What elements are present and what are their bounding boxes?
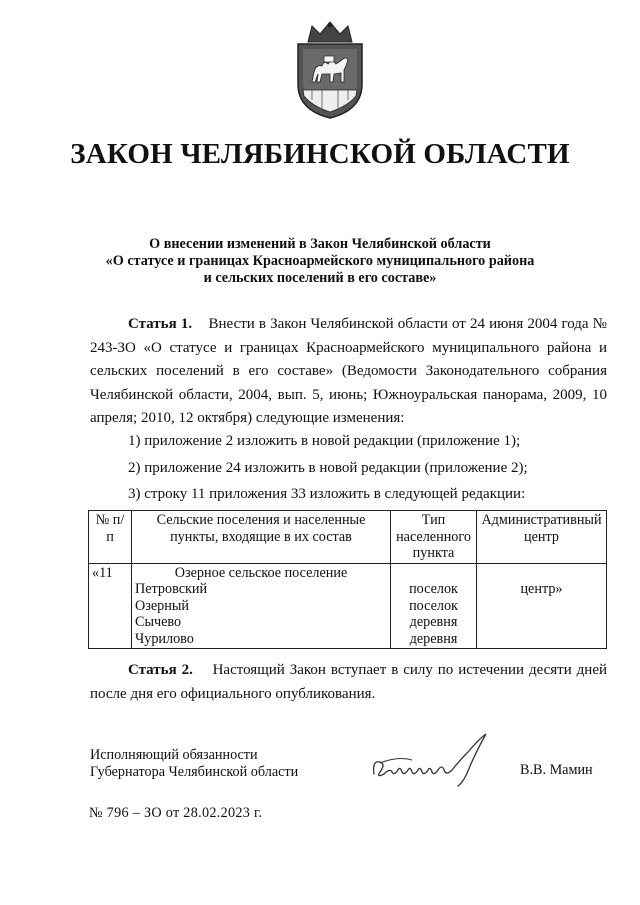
article-1-paragraph	[90, 313, 607, 431]
signer-name: В.В. Мамин	[520, 762, 593, 778]
handwritten-signature-icon	[368, 730, 498, 788]
row-number: «11	[89, 563, 132, 649]
locality-name: Петровский	[135, 581, 208, 597]
locality-name: Сычево	[135, 614, 182, 630]
article-2-text: Настоящий Закон вступает в силу по истечении десяти дней после дня его официального опубликования.	[90, 662, 608, 702]
coat-of-arms-icon	[286, 20, 374, 120]
locality-name: Озерный	[135, 597, 189, 614]
amendment-item: 2) приложение 24 изложить в новой редакции (приложение 2);	[128, 460, 528, 476]
row-admin-center	[477, 563, 607, 649]
article-1-label: Статья 1.	[128, 316, 193, 332]
locality-type: поселок	[409, 597, 458, 614]
header-number: № п/п	[89, 511, 132, 564]
signer-title-line: Исполняющий обязанности	[90, 747, 258, 763]
locality-type: деревня	[409, 630, 458, 647]
header-admin-center: Административный центр	[477, 511, 607, 564]
subtitle-line: О внесении изменений в Закон Челябинской области	[149, 236, 491, 252]
admin-center-value: центр»	[520, 581, 563, 597]
article-2-label: Статья 2.	[128, 662, 193, 678]
table-header-row	[89, 511, 607, 564]
settlement-name: Озерное сельское поселение	[174, 564, 348, 581]
header-type: Тип населенного пункта	[391, 511, 477, 564]
article-2-paragraph	[90, 659, 607, 706]
locality-type: поселок	[409, 581, 458, 597]
amendment-item: 1) приложение 2 изложить в новой редакции (приложение 1);	[128, 433, 521, 449]
law-subtitle	[80, 236, 560, 287]
locality-name: Чурилово	[135, 630, 194, 647]
law-title: ЗАКОН ЧЕЛЯБИНСКОЙ ОБЛАСТИ	[70, 138, 570, 170]
amendment-item: 3) строку 11 приложения 33 изложить в следующей редакции:	[128, 486, 526, 502]
row-settlements	[132, 563, 391, 649]
locality-type: деревня	[409, 614, 458, 630]
signer-title-line: Губернатора Челябинской области	[90, 764, 299, 780]
settlements-table	[88, 510, 607, 649]
subtitle-line: «О статусе и границах Красноармейского муниципального района	[105, 253, 535, 269]
subtitle-line: и сельских поселений в его составе»	[203, 270, 437, 286]
row-types	[391, 563, 477, 649]
table-row	[89, 563, 607, 649]
header-settlements: Сельские поселения и населенные пункты, входящие в их состав	[132, 511, 391, 564]
article-1-text: Внести в Закон Челябинской области от 24 июня 2004 года № 243-ЗО «О статусе и границах Красноармейского муниципального района и сельских поселений в его составе» (Ведомости Законодательного собрания Челябинской области, 2004, вып. 5, июнь; Южноуральская панорама, 2009, 10 апреля; 2010, 12 октября) следующие изменения:	[90, 316, 607, 426]
signer-title	[90, 747, 298, 781]
law-number-date: № 796 – ЗО от 28.02.2023 г.	[89, 805, 263, 821]
